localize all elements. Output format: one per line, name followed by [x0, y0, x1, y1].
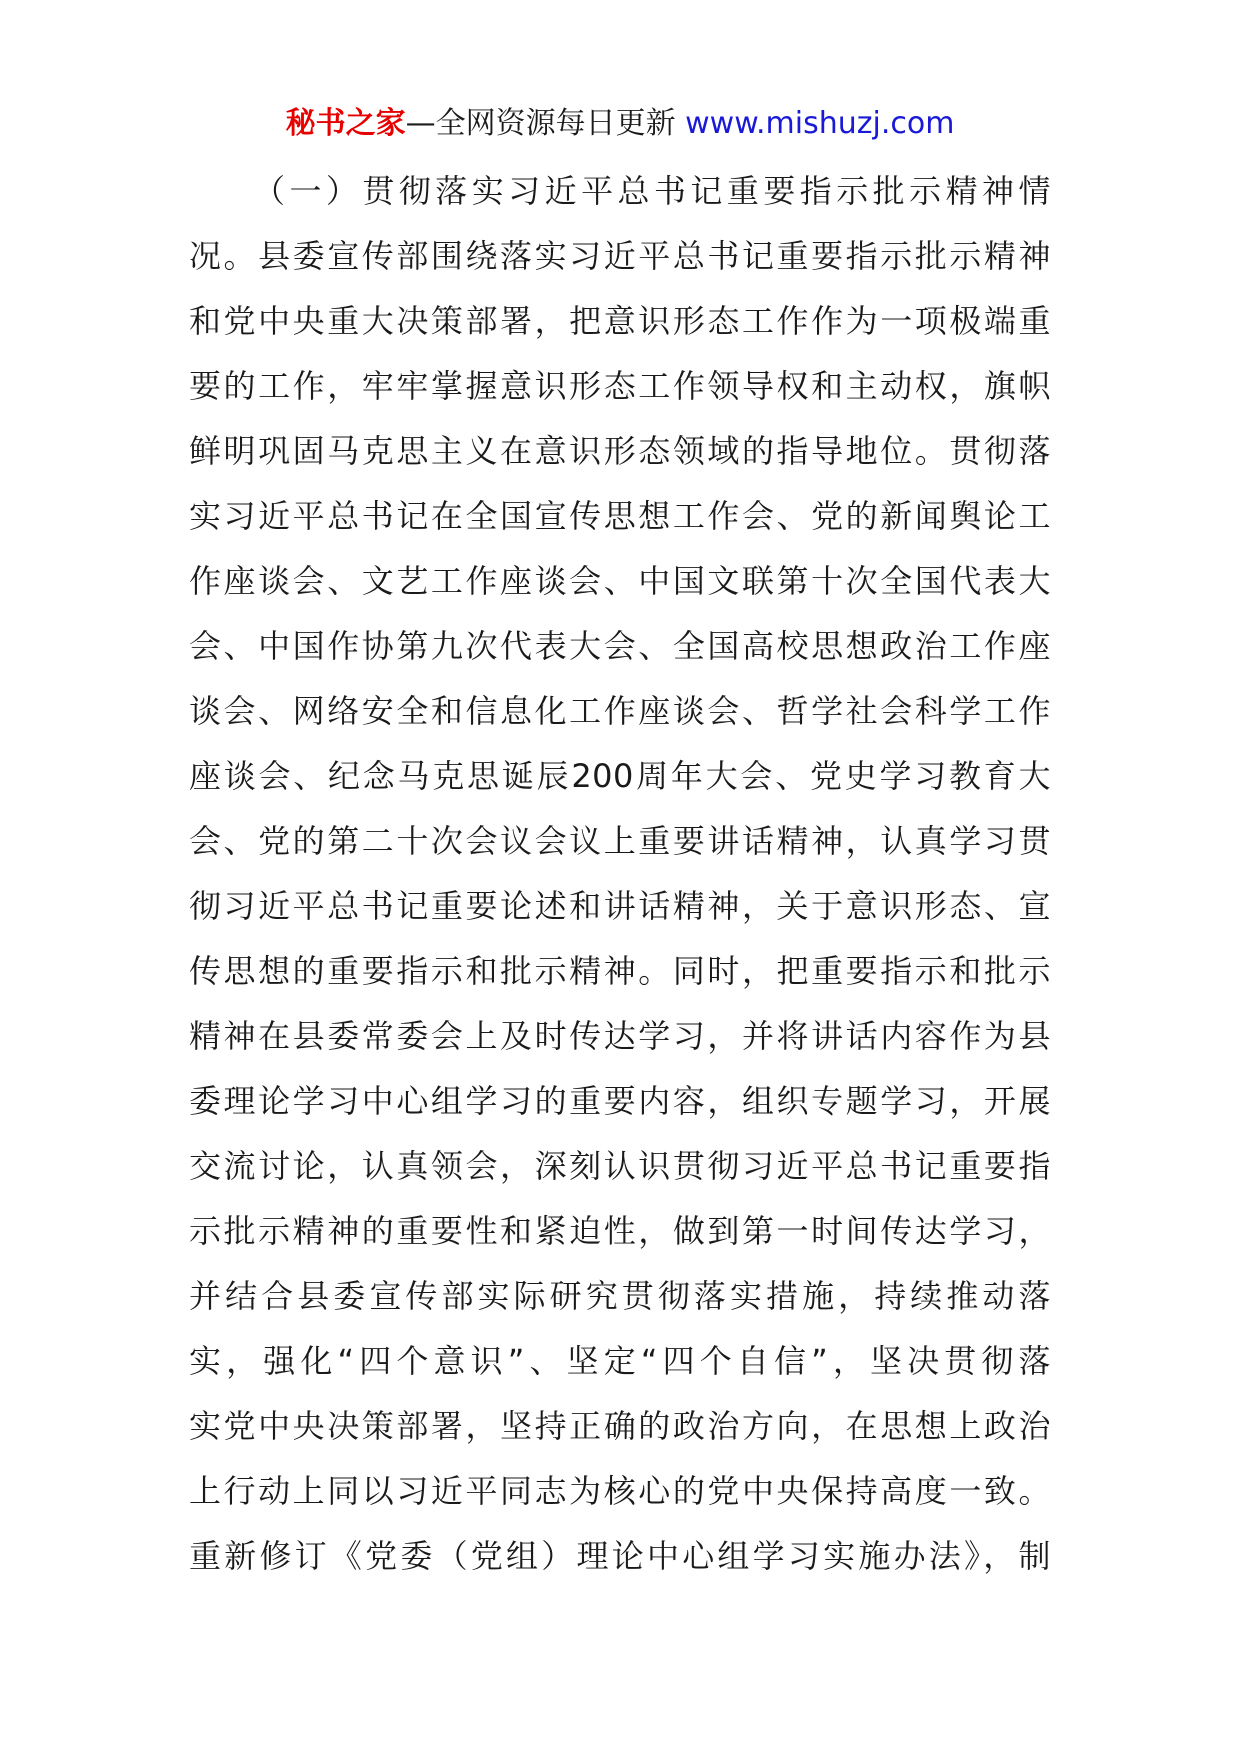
paragraph-line: 座谈会、纪念马克思诞辰200周年大会、党史学习教育大 [189, 757, 1051, 795]
paragraph-line: 鲜明巩固马克思主义在意识形态领域的指导地位。贯彻落 [189, 432, 1051, 470]
paragraph-line: 委理论学习中心组学习的重要内容，组织专题学习，开展 [189, 1082, 1051, 1120]
paragraph-line: 传思想的重要指示和批示精神。同时，把重要指示和批示 [189, 952, 1051, 990]
brand-name: 秘书之家 [285, 106, 406, 141]
header-tagline: —全网资源每日更新 [405, 106, 686, 141]
paragraph-line: 交流讨论，认真领会，深刻认识贯彻习近平总书记重要指 [189, 1147, 1051, 1185]
paragraph-line: 况。县委宣传部围绕落实习近平总书记重要指示批示精神 [189, 237, 1051, 275]
paragraph-line: 上行动上同以习近平同志为核心的党中央保持高度一致。 [189, 1472, 1051, 1510]
paragraph-line: 实党中央决策部署，坚持正确的政治方向，在思想上政治 [189, 1407, 1051, 1445]
document-body [189, 159, 1051, 1589]
paragraph-line: 要的工作，牢牢掌握意识形态工作领导权和主动权，旗帜 [189, 367, 1051, 405]
paragraph-line: 实习近平总书记在全国宣传思想工作会、党的新闻舆论工 [189, 497, 1051, 535]
site-url-link[interactable]: www.mishuzj.com [685, 106, 955, 141]
paragraph-line: 并结合县委宣传部实际研究贯彻落实措施，持续推动落 [189, 1277, 1051, 1315]
paragraph-line: 会、党的第二十次会议会议上重要讲话精神，认真学习贯 [189, 822, 1051, 860]
paragraph-line: 重新修订《党委（党组）理论中心组学习实施办法》，制 [189, 1537, 1051, 1575]
paragraph-line: 实，强化“四个意识”、坚定“四个自信”，坚决贯彻落 [189, 1342, 1051, 1380]
paragraph-line: 会、中国作协第九次代表大会、全国高校思想政治工作座 [189, 627, 1051, 665]
paragraph-line: 精神在县委常委会上及时传达学习，并将讲话内容作为县 [189, 1017, 1051, 1055]
paragraph-line: 作座谈会、文艺工作座谈会、中国文联第十次全国代表大 [189, 562, 1051, 600]
paragraph-line: 示批示精神的重要性和紧迫性，做到第一时间传达学习， [189, 1212, 1051, 1250]
paragraph-line: （一）贯彻落实习近平总书记重要指示批示精神情 [253, 172, 1051, 210]
paragraph-line: 和党中央重大决策部署，把意识形态工作作为一项极端重 [189, 302, 1051, 340]
paragraph-line: 彻习近平总书记重要论述和讲话精神，关于意识形态、宣 [189, 887, 1051, 925]
watermark-header [0, 104, 1240, 144]
paragraph-line: 谈会、网络安全和信息化工作座谈会、哲学社会科学工作 [189, 692, 1051, 730]
